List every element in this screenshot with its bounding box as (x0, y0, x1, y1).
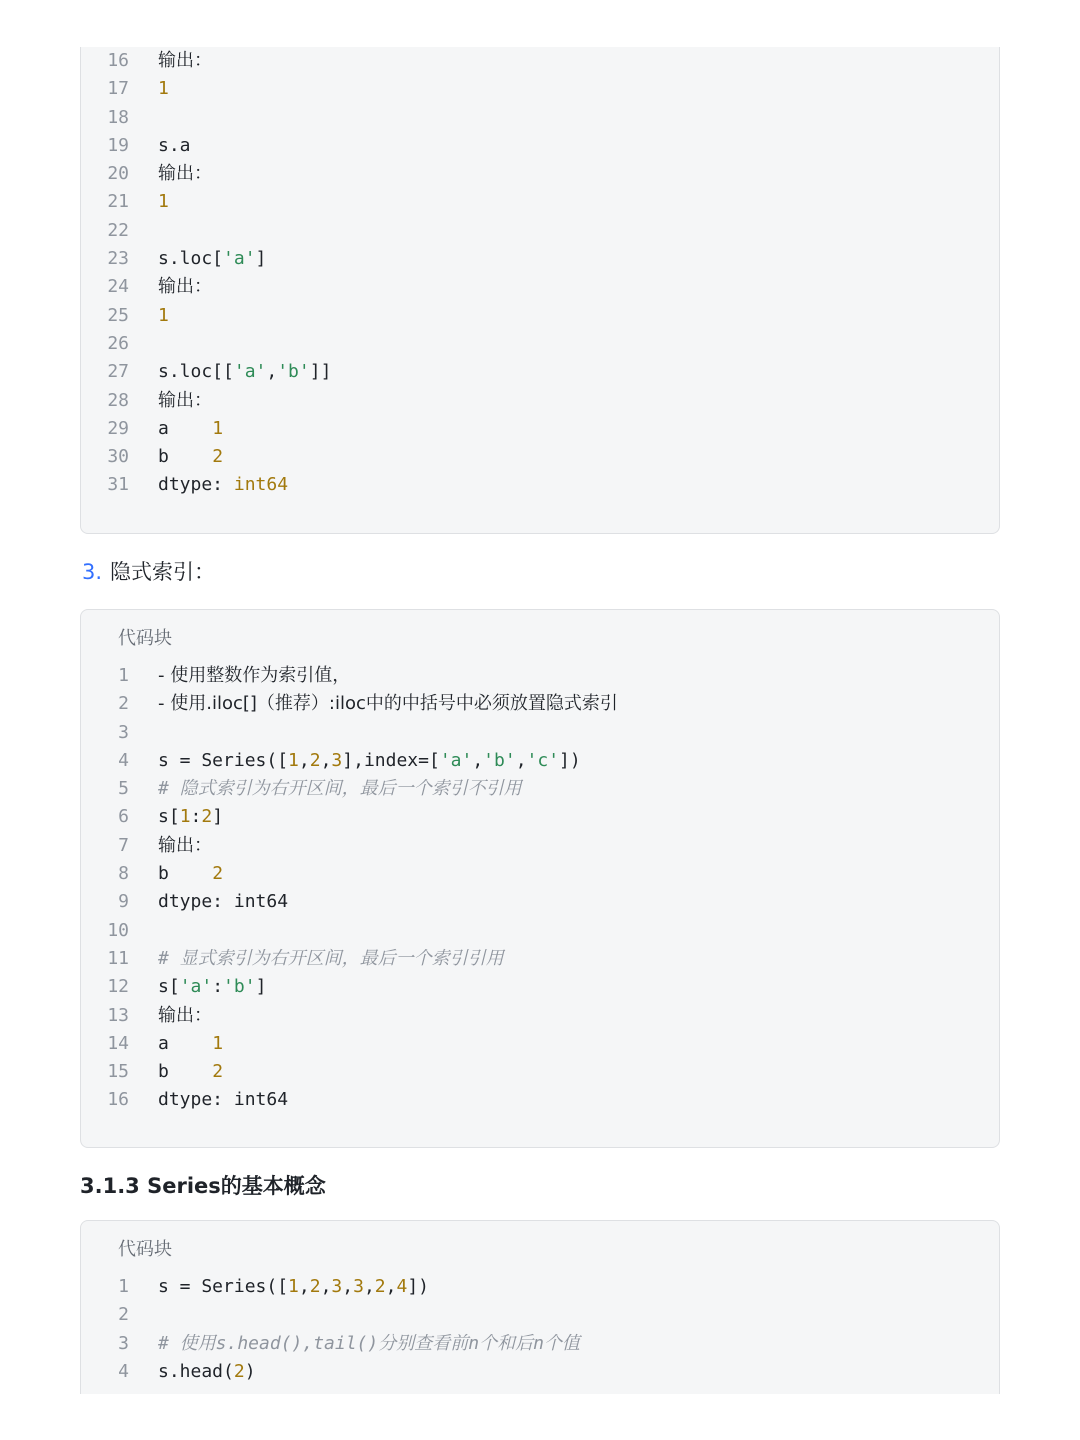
code-text (158, 888, 288, 916)
code-token: , (342, 1276, 354, 1297)
line-number: 17 (107, 78, 129, 100)
code-text (158, 75, 169, 103)
section-heading-series-basics: 3.1.3 Series的基本概念 (80, 1174, 326, 1198)
line-number: 15 (107, 1061, 129, 1083)
code-line (81, 47, 999, 75)
heading-text: 隐式索引： (110, 560, 216, 584)
code-text (158, 803, 223, 831)
line-number: 19 (107, 134, 129, 156)
line-number: 2 (118, 693, 129, 715)
line-number: 9 (118, 891, 129, 913)
line-number: 11 (107, 947, 129, 969)
code-token: : (212, 976, 224, 998)
code-token: s[ (158, 806, 180, 828)
code-token: 1 (212, 1032, 224, 1054)
code-token: ) (244, 1360, 256, 1382)
line-number: 4 (118, 749, 129, 771)
line-number: 6 (118, 806, 129, 828)
code-token: , (298, 1276, 310, 1297)
code-token: s = Series([ (158, 1276, 289, 1297)
code-token: - 使用.iloc[]（推荐）:iloc中的中括号中必须放置隐式索引 (158, 693, 618, 715)
code-text (158, 1273, 429, 1301)
line-number: 4 (118, 1360, 129, 1382)
line-number: 18 (107, 106, 129, 128)
code-text (158, 973, 266, 1001)
code-token: dtype: int64 (158, 891, 289, 913)
code-token: s = Series([ (158, 749, 289, 771)
line-number: 29 (107, 417, 129, 439)
code-lines (81, 47, 999, 500)
code-token: 1 (179, 806, 191, 828)
line-number: 5 (118, 778, 129, 800)
line-number: 1 (118, 1276, 129, 1297)
code-text (158, 273, 212, 301)
code-token: s.loc[[ (158, 361, 234, 383)
code-line (81, 747, 999, 775)
code-token: , (320, 749, 332, 771)
code-block-3 (80, 1220, 1000, 1420)
code-token: 2 (212, 1061, 224, 1083)
code-token: 2 (212, 446, 224, 468)
line-number: 23 (107, 248, 129, 270)
line-number: 13 (107, 1004, 129, 1026)
code-text (158, 387, 212, 415)
code-text (158, 358, 331, 386)
code-lines (81, 1273, 999, 1386)
code-line (81, 471, 999, 499)
code-line (81, 302, 999, 330)
code-line (81, 273, 999, 301)
code-token: dtype: int64 (158, 1089, 289, 1111)
code-text (158, 471, 288, 499)
code-token: 2 (309, 749, 321, 771)
code-token: b (158, 446, 213, 468)
code-token: 输出： (158, 163, 212, 185)
code-token: , (385, 1276, 397, 1297)
line-number: 10 (107, 919, 129, 941)
code-token: # 显式索引为右开区间，最后一个索引引用 (158, 947, 504, 969)
code-text (158, 1358, 256, 1386)
code-line (81, 245, 999, 273)
code-token: 输出： (158, 50, 212, 71)
line-number: 16 (107, 1089, 129, 1111)
code-line (81, 1058, 999, 1086)
code-token: s.head( (158, 1360, 234, 1382)
code-token: , (320, 1276, 332, 1297)
code-text (158, 747, 581, 775)
code-line (81, 1030, 999, 1058)
code-line (81, 1301, 999, 1329)
line-number: 28 (107, 389, 129, 411)
code-token: 1 (158, 78, 169, 100)
section-heading-implicit-index (82, 556, 215, 586)
code-line (81, 662, 999, 690)
code-token: 2 (309, 1276, 321, 1297)
code-token: , (472, 749, 484, 771)
code-token: int64 (233, 474, 289, 496)
code-token: 'c' (526, 749, 560, 771)
code-lines (81, 662, 999, 1115)
code-token: s.loc[ (158, 248, 224, 270)
code-token: # 隐式索引为右开区间，最后一个索引不引用 (158, 778, 522, 800)
code-text (158, 775, 522, 803)
code-line (81, 973, 999, 1001)
code-token: : (190, 806, 202, 828)
code-text (158, 1058, 223, 1086)
code-token: ] (255, 976, 267, 998)
code-token: 输出： (158, 276, 212, 298)
code-text (158, 245, 266, 273)
code-line (81, 358, 999, 386)
code-token: ] (212, 806, 224, 828)
code-token: dtype: (158, 474, 234, 496)
code-token: a (158, 1032, 213, 1054)
code-text (158, 132, 191, 160)
code-text (158, 1002, 212, 1030)
heading-number: 3. (82, 560, 103, 584)
code-line (81, 132, 999, 160)
code-text (158, 302, 169, 330)
code-token: 4 (396, 1276, 408, 1297)
code-token: 3 (353, 1276, 364, 1297)
code-line (81, 387, 999, 415)
code-token: 1 (212, 417, 224, 439)
code-token: 2 (374, 1276, 386, 1297)
line-number: 16 (107, 50, 129, 71)
code-token: b (158, 863, 213, 885)
code-token: 'a' (439, 749, 473, 771)
code-block-1 (80, 47, 1000, 534)
code-block-title: 代码块 (118, 628, 172, 649)
code-token: 3 (331, 749, 343, 771)
code-line (81, 1358, 999, 1386)
code-token: ]) (559, 749, 581, 771)
code-token: # 使用s.head(),tail()分别查看前n个和后n个值 (158, 1332, 580, 1354)
code-line (81, 330, 999, 358)
code-token: 1 (158, 304, 169, 326)
code-text (158, 690, 618, 718)
line-number: 25 (107, 304, 129, 326)
code-token: 2 (233, 1360, 245, 1382)
code-line (81, 690, 999, 718)
code-token: 'b' (277, 361, 310, 383)
code-text (158, 1086, 288, 1114)
code-token: , (363, 1276, 375, 1297)
code-token: ],index=[ (342, 749, 440, 771)
code-token: 'a' (179, 976, 213, 998)
code-token: , (515, 749, 527, 771)
code-text (158, 860, 223, 888)
code-line (81, 803, 999, 831)
code-token: a (158, 417, 213, 439)
code-line (81, 860, 999, 888)
code-text (158, 160, 212, 188)
line-number: 30 (107, 446, 129, 468)
page-bottom-cutoff (0, 1394, 1080, 1440)
code-line (81, 1273, 999, 1301)
code-line (81, 217, 999, 245)
code-token: , (298, 749, 310, 771)
code-token: 输出： (158, 389, 212, 411)
code-token: 'b' (483, 749, 516, 771)
code-text (158, 188, 169, 216)
code-line (81, 160, 999, 188)
code-token: - 使用整数作为索引值， (158, 665, 351, 686)
code-line (81, 917, 999, 945)
code-token: 输出： (158, 1004, 212, 1026)
code-line (81, 104, 999, 132)
code-block-2 (80, 609, 1000, 1148)
code-token: ]) (407, 1276, 430, 1297)
code-line (81, 719, 999, 747)
code-token: 2 (212, 863, 224, 885)
line-number: 2 (118, 1304, 129, 1326)
line-number: 3 (118, 1332, 129, 1354)
line-number: 14 (107, 1032, 129, 1054)
code-line (81, 75, 999, 103)
code-line (81, 832, 999, 860)
line-number: 24 (107, 276, 129, 298)
code-text (158, 1330, 580, 1358)
code-token: ]] (309, 361, 332, 383)
line-number: 27 (107, 361, 129, 383)
code-line (81, 1330, 999, 1358)
line-number: 1 (118, 665, 129, 686)
code-text (158, 47, 212, 75)
code-token: 2 (201, 806, 213, 828)
code-token: 'b' (223, 976, 256, 998)
line-number: 7 (118, 834, 129, 856)
code-line (81, 775, 999, 803)
line-number: 3 (118, 721, 129, 743)
line-number: 26 (107, 332, 129, 354)
code-line (81, 1002, 999, 1030)
code-token: ] (255, 248, 267, 270)
code-token: 1 (288, 1276, 299, 1297)
code-text (158, 832, 212, 860)
code-text (158, 1030, 223, 1058)
code-text (158, 945, 504, 973)
line-number: 20 (107, 163, 129, 185)
code-token: s.a (158, 134, 191, 156)
code-text (158, 662, 350, 690)
code-line (81, 945, 999, 973)
code-text (158, 415, 223, 443)
code-line (81, 1086, 999, 1114)
code-token: b (158, 1061, 213, 1083)
line-number: 31 (107, 474, 129, 496)
code-line (81, 888, 999, 916)
code-token: s[ (158, 976, 180, 998)
code-token: 输出： (158, 834, 212, 856)
code-token: , (266, 361, 278, 383)
code-block-title: 代码块 (118, 1239, 172, 1260)
code-token: 1 (158, 191, 169, 213)
line-number: 12 (107, 976, 129, 998)
code-token: 1 (288, 749, 299, 771)
code-token: 'a' (223, 248, 256, 270)
code-line (81, 188, 999, 216)
code-token: 'a' (233, 361, 267, 383)
code-token: 3 (331, 1276, 343, 1297)
line-number: 21 (107, 191, 129, 213)
code-line (81, 415, 999, 443)
code-line (81, 443, 999, 471)
line-number: 22 (107, 219, 129, 241)
line-number: 8 (118, 863, 129, 885)
code-text (158, 443, 223, 471)
